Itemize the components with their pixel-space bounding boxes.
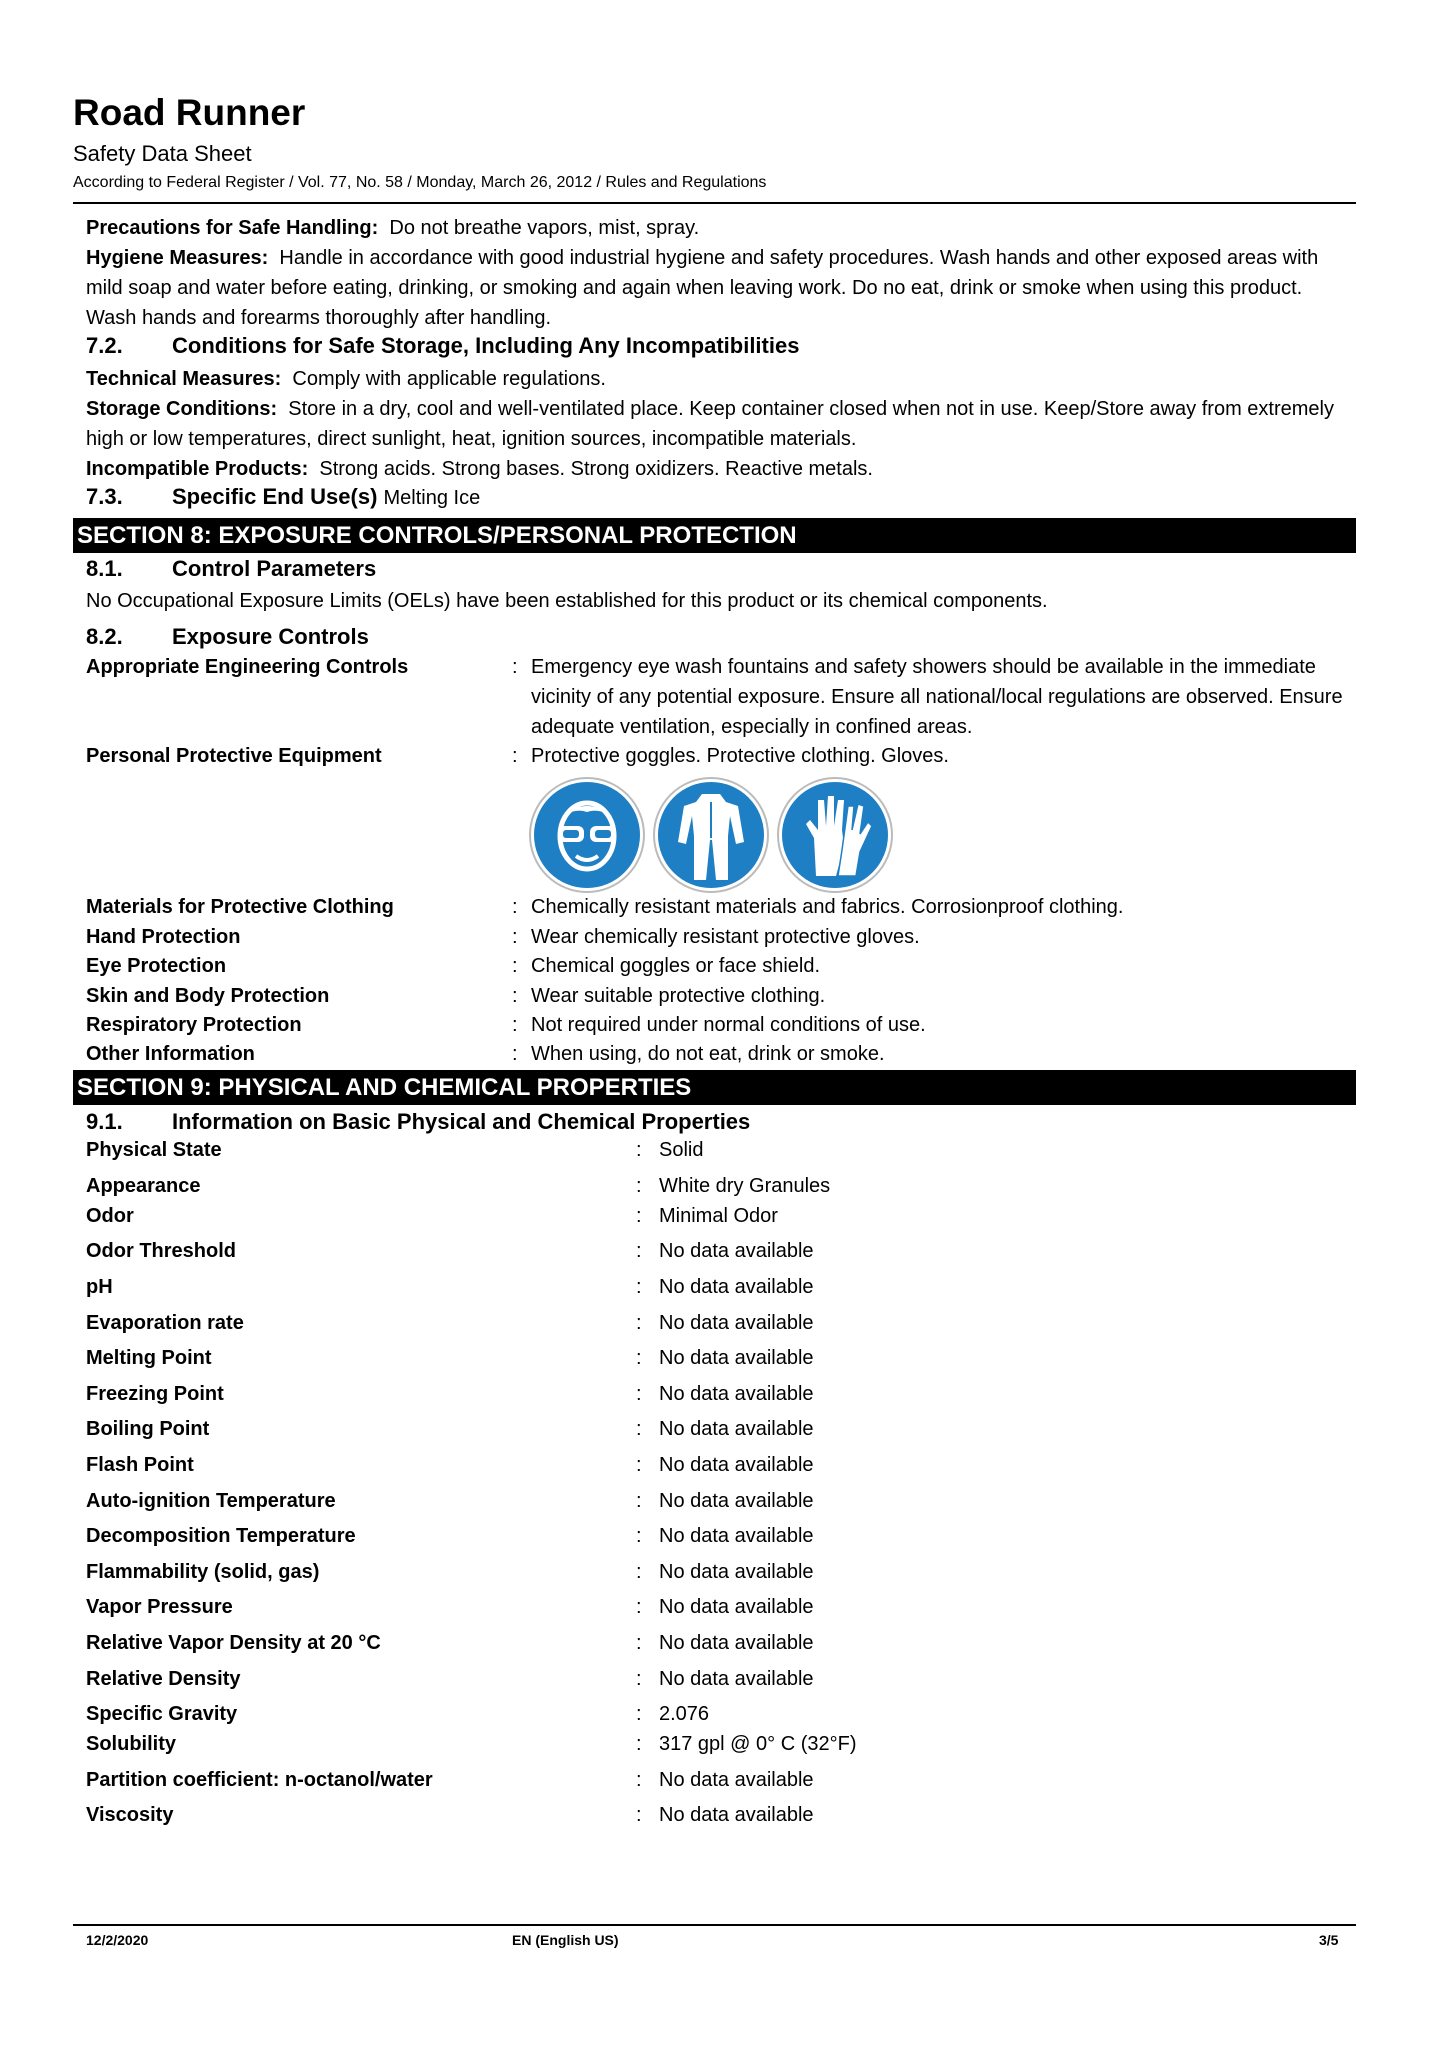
engineering-controls-value: Emergency eye wash fountains and safety showers should be available in the immediate vicinity of any potential exposure. Ensure all national/local regulations are observed. Ensure adequate ventilation, especially in confined areas.	[531, 656, 1343, 738]
hygiene-paragraph	[86, 243, 1356, 333]
property-value: No data available	[659, 1525, 814, 1547]
colon: :	[512, 656, 518, 678]
property-label: Physical State	[86, 1139, 222, 1161]
footer-language: EN (English US)	[512, 1932, 619, 1948]
property-value: No data available	[659, 1347, 814, 1369]
colon: :	[636, 1139, 642, 1161]
precautions-text: Do not breathe vapors, mist, spray.	[389, 217, 700, 239]
s8-row-value: Not required under normal conditions of use.	[531, 1014, 926, 1036]
s8-row-label: Respiratory Protection	[86, 1014, 302, 1036]
property-label: Flammability (solid, gas)	[86, 1561, 320, 1583]
footer-date: 12/2/2020	[86, 1932, 149, 1948]
storage-label: Storage Conditions:	[86, 398, 278, 420]
s8-row-value: Chemical goggles or face shield.	[531, 955, 821, 977]
protective-clothing-icon	[652, 776, 770, 894]
storage-paragraph	[86, 394, 1356, 454]
colon: :	[636, 1804, 642, 1826]
colon: :	[636, 1276, 642, 1298]
property-value: No data available	[659, 1668, 814, 1690]
colon: :	[512, 985, 518, 1007]
colon: :	[636, 1175, 642, 1197]
s73-value: Melting Ice	[383, 487, 481, 509]
colon: :	[636, 1490, 642, 1512]
colon: :	[636, 1668, 642, 1690]
property-label: Melting Point	[86, 1347, 212, 1369]
s82-number: 8.2.	[86, 624, 123, 649]
s72-number: 7.2.	[86, 333, 123, 358]
colon: :	[636, 1769, 642, 1791]
property-value: No data available	[659, 1383, 814, 1405]
property-label: Evaporation rate	[86, 1312, 244, 1334]
property-value: No data available	[659, 1312, 814, 1334]
property-label: Flash Point	[86, 1454, 194, 1476]
property-value: No data available	[659, 1561, 814, 1583]
property-label: Boiling Point	[86, 1418, 210, 1440]
property-value: No data available	[659, 1632, 814, 1654]
footer-divider	[73, 1924, 1356, 1926]
colon: :	[512, 926, 518, 948]
colon: :	[512, 1043, 518, 1065]
colon: :	[636, 1703, 642, 1725]
property-label: Partition coefficient: n-octanol/water	[86, 1769, 433, 1791]
property-label: Auto-ignition Temperature	[86, 1490, 336, 1512]
colon: :	[512, 1014, 518, 1036]
s81-number: 8.1.	[86, 556, 123, 581]
colon: :	[512, 745, 518, 767]
engineering-controls-label: Appropriate Engineering Controls	[86, 656, 409, 678]
colon: :	[636, 1632, 642, 1654]
property-label: Viscosity	[86, 1804, 174, 1826]
colon: :	[636, 1205, 642, 1227]
property-value: White dry Granules	[659, 1175, 831, 1197]
property-value: Solid	[659, 1139, 704, 1161]
property-label: Odor	[86, 1205, 134, 1227]
technical-paragraph	[86, 364, 1356, 394]
header-divider	[73, 202, 1356, 204]
ppe-label: Personal Protective Equipment	[86, 745, 382, 767]
property-label: Relative Density	[86, 1668, 241, 1690]
s91-number: 9.1.	[86, 1109, 123, 1134]
s8-row-label: Materials for Protective Clothing	[86, 896, 394, 918]
s8-row-value: When using, do not eat, drink or smoke.	[531, 1043, 885, 1065]
precautions-label: Precautions for Safe Handling:	[86, 217, 379, 239]
technical-text: Comply with applicable regulations.	[292, 368, 606, 390]
property-label: Relative Vapor Density at 20 °C	[86, 1632, 381, 1654]
property-value: No data available	[659, 1769, 814, 1791]
footer-page-number: 3/5	[1319, 1932, 1339, 1948]
s81-text: No Occupational Exposure Limits (OELs) have been established for this product or its chemical components.	[86, 590, 1048, 612]
precautions-paragraph	[86, 213, 1356, 243]
technical-label: Technical Measures:	[86, 368, 282, 390]
hygiene-label: Hygiene Measures:	[86, 247, 269, 269]
s73-title	[172, 484, 480, 510]
s72-title: Conditions for Safe Storage, Including Any Incompatibilities	[172, 333, 800, 358]
s91-title: Information on Basic Physical and Chemical Properties	[172, 1109, 751, 1134]
product-name: Road Runner	[73, 92, 306, 133]
document-type: Safety Data Sheet	[73, 141, 252, 166]
property-value: No data available	[659, 1596, 814, 1618]
property-label: Decomposition Temperature	[86, 1525, 356, 1547]
hygiene-text: Handle in accordance with good industrial hygiene and safety procedures. Wash hands and other exposed areas with mild soap and water before eating, drinking, or smoking and again when leaving work. Do no eat, drink or smoke when using this product. Wash hands and forearms thoroughly after handling.	[86, 247, 1319, 329]
property-value: No data available	[659, 1240, 814, 1262]
property-value: No data available	[659, 1454, 814, 1476]
property-label: pH	[86, 1276, 113, 1298]
colon: :	[636, 1525, 642, 1547]
s81-title: Control Parameters	[172, 556, 377, 581]
property-value: No data available	[659, 1418, 814, 1440]
section-9-heading: SECTION 9: PHYSICAL AND CHEMICAL PROPERTIES	[73, 1070, 1356, 1105]
colon: :	[636, 1596, 642, 1618]
section-8-heading: SECTION 8: EXPOSURE CONTROLS/PERSONAL PROTECTION	[73, 518, 1356, 553]
colon: :	[636, 1240, 642, 1262]
colon: :	[636, 1418, 642, 1440]
colon: :	[512, 955, 518, 977]
colon: :	[512, 896, 518, 918]
property-label: Solubility	[86, 1733, 176, 1755]
s8-row-value: Wear suitable protective clothing.	[531, 985, 826, 1007]
s73-title-text: Specific End Use(s)	[172, 484, 378, 509]
incompatible-text: Strong acids. Strong bases. Strong oxidizers. Reactive metals.	[319, 458, 873, 480]
s8-row-label: Hand Protection	[86, 926, 241, 948]
property-value: No data available	[659, 1490, 814, 1512]
gloves-icon	[776, 776, 894, 894]
s73-number: 7.3.	[86, 484, 123, 509]
storage-text: Store in a dry, cool and well-ventilated place. Keep container closed when not in use. Keep/Store away from extremely high or low temperatures, direct sunlight, heat, ignition sources, incompatible materials.	[86, 398, 1334, 450]
property-label: Appearance	[86, 1175, 201, 1197]
colon: :	[636, 1733, 642, 1755]
s8-row-label: Eye Protection	[86, 955, 227, 977]
property-value: Minimal Odor	[659, 1205, 778, 1227]
s8-row-label: Skin and Body Protection	[86, 985, 330, 1007]
property-value: 317 gpl @ 0° C (32°F)	[659, 1733, 857, 1755]
regulation-reference: According to Federal Register / Vol. 77, No. 58 / Monday, March 26, 2012 / Rules and Regulations	[73, 174, 767, 191]
property-value: No data available	[659, 1276, 814, 1298]
s82-title: Exposure Controls	[172, 624, 369, 649]
goggles-icon	[528, 776, 646, 894]
s8-row-value: Wear chemically resistant protective gloves.	[531, 926, 920, 948]
s8-row-label: Other Information	[86, 1043, 255, 1065]
property-label: Odor Threshold	[86, 1240, 236, 1262]
property-label: Freezing Point	[86, 1383, 224, 1405]
colon: :	[636, 1454, 642, 1476]
colon: :	[636, 1347, 642, 1369]
colon: :	[636, 1561, 642, 1583]
ppe-value: Protective goggles. Protective clothing. Gloves.	[531, 745, 949, 767]
s8-row-value: Chemically resistant materials and fabrics. Corrosionproof clothing.	[531, 896, 1124, 918]
incompatible-paragraph	[86, 454, 1356, 484]
incompatible-label: Incompatible Products:	[86, 458, 309, 480]
property-value: No data available	[659, 1804, 814, 1826]
colon: :	[636, 1383, 642, 1405]
property-label: Specific Gravity	[86, 1703, 238, 1725]
colon: :	[636, 1312, 642, 1334]
property-value: 2.076	[659, 1703, 710, 1725]
property-label: Vapor Pressure	[86, 1596, 233, 1618]
